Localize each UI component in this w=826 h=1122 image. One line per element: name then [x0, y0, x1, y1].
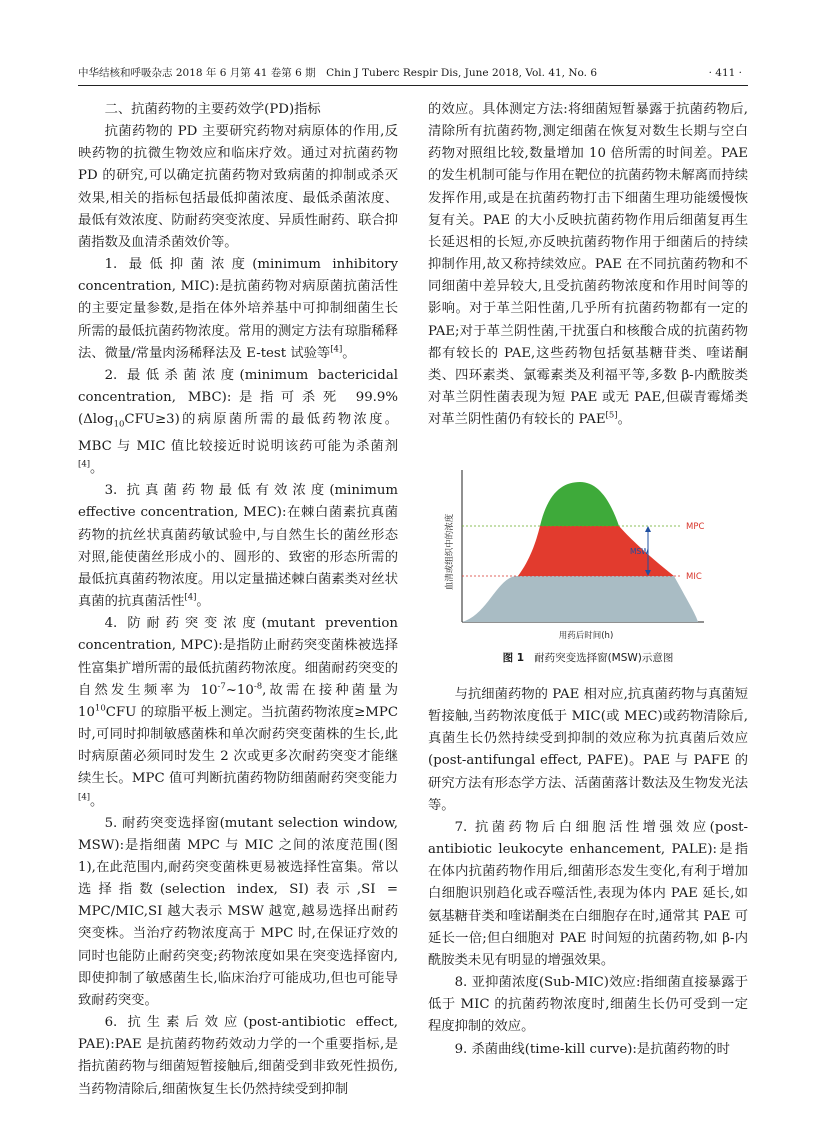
ref-mark: [4]	[184, 592, 197, 603]
region-below-mic	[462, 576, 698, 622]
figure-msw	[428, 460, 748, 670]
caption-text: 耐药突变选择窗(MSW)示意图	[534, 652, 674, 664]
region-above-mpc	[540, 482, 619, 526]
mec-paragraph: 3. 抗真菌药物最低有效浓度(minimum effective concentration, MEC):在棘白菌素抗真菌药物的抗丝状真菌药敏试验中,与自然生长的菌丝形态对照,能使菌丝形成小的、圆形的、致密的形态所需的最低抗真菌药物浓度。用以定量描述棘白菌素类对丝状真菌的抗真菌活性[4]。	[78, 483, 398, 610]
pae-paragraph: 6. 抗生素后效应(post-antibiotic effect, PAE):PAE 是抗菌药物药效动力学的一个重要指标,是指抗菌药物与细菌短暂接触后,细菌受到非致死性损伤,当药物清除后,细菌恢复生长仍然持续受到抑制	[78, 1015, 398, 1097]
pafe-paragraph: 与抗细菌药物的 PAE 相对应,抗真菌药物与真菌短暂接触,当药物浓度低于 MIC(或 MEC)或药物清除后,真菌生长仍然持续受到抑制的效应称为抗真菌后效应(post-antifungal effect, PAFE)。PAE 与 PAFE 的研究方法有形态学方法、活菌菌落计数法及生物发光法等。	[428, 687, 748, 813]
journal-citation: 中华结核和呼吸杂志 2018 年 6 月第 41 卷第 6 期 Chin J Tuberc Respir Dis, June 2018, Vol. 41, No. 6	[78, 67, 598, 79]
pae-continued: 的效应。具体测定方法:将细菌短暂暴露于抗菌药物后,清除所有抗菌药物,测定细菌在恢复对数生长期与空白药物对照组比较,数量增加 10 倍所需的时间差。PAE 的发生机制可能与作用在靶位的抗菌药物未解离而持续发挥作用,或是在抗菌药物打击下细菌生理功能缓慢恢复有关。PAE 的大小反映抗菌药物作用后细菌复再生长延迟相的长短,亦反映抗菌药物作用于细菌后的持续抑制作用,故又称持续效应。PAE 在不同抗菌药物和不同细菌中差异较大,且受抗菌药物浓度和作用时间等的影响。对于革兰阳性菌,几乎所有抗菌药物都有一定的 PAE;对于革兰阴性菌,干扰蛋白和核酸合成的抗菌药物都有较长的 PAE,这些药物包括氨基糖苷类、喹诺酮类、四环素类、氯霉素类及利福平等,多数 β-内酰胺类对革兰阴性菌表现为短 PAE 或无 PAE,但碳青霉烯类对革兰阴性菌仍有较长的 PAE[5]。	[428, 102, 748, 428]
msw-label: MSW	[630, 547, 649, 556]
figure-caption	[428, 650, 748, 665]
page-number: · 411 ·	[708, 67, 742, 79]
annotation-line-2: 单一靶位突变菌	[468, 543, 514, 551]
ref-mark: [4]	[78, 792, 91, 803]
msw-diagram	[428, 460, 748, 645]
mbc-paragraph: 2. 最低杀菌浓度(minimum bactericidal concentration, MBC):是指可杀死 99.9%(Δlog$_{10}$CFU≥3)的病原菌所需的最低药物浓度。MBC 与 MIC 值比较接近时说明该药可能为杀菌剂[4]。	[78, 367, 398, 477]
sub-mic-paragraph: 8. 亚抑菌浓度(Sub-MIC)效应:指细菌直接暴露于低于 MIC 的抗菌药物浓度时,细菌生长仍可受到一定程度抑制的效应。	[428, 975, 748, 1035]
arrow-head-up	[645, 526, 651, 532]
ref-mark: [4]	[330, 344, 343, 355]
section-title: 二、抗菌药物的主要药效学(PD)指标	[104, 102, 321, 117]
running-header	[78, 62, 748, 84]
ref-mark: [4]	[78, 459, 91, 470]
mpc-paragraph: 4. 防耐药突变浓度(mutant prevention concentration, MPC):是指防止耐药突变菌株被选择性富集扩增所需的最低抗菌药物浓度。细菌耐药突变的自然发生频率为 $10^{-7}\sim 10^{-8}$,故需在接种菌量为 $10^{10}CFU$ 的琼脂平板上测定。当抗菌药物浓度≥MPC 时,可同时抑制敏感菌株和单次耐药突变菌株的生长,此时病原菌必须同时发生 2 次或更多次耐药突变才能继续生长。MPC 值可判断抗菌药物防细菌耐药突变能力[4]。	[78, 616, 398, 809]
pale-paragraph: 7. 抗菌药物后白细胞活性增强效应(post-antibiotic leukocyte enhancement, PALE):是指在体内抗菌药物作用后,细菌形态发生变化,有利于增加白细胞识别趋化或吞噬活性,表现为体内 PAE 延长,如氨基糖苷类和喹诺酮类在白细胞存在时,通常其 PAE 可延长一倍;但白细胞对 PAE 时间短的抗菌药物,如 β-内酰胺类未见有明显的增强效果。	[428, 819, 748, 968]
mic-label: MIC	[686, 572, 702, 582]
right-column-bottom	[428, 684, 748, 1061]
x-axis-label: 用药后时间(h)	[558, 631, 614, 641]
left-column	[78, 99, 398, 1101]
header-rule	[78, 85, 748, 86]
region-msw	[518, 526, 674, 576]
y-axis-label: 血清或组织中的浓度	[445, 513, 455, 591]
caption-number: 图 1	[502, 652, 525, 664]
time-kill-paragraph: 9. 杀菌曲线(time-kill curve):是抗菌药物的时	[454, 1041, 730, 1057]
mic-paragraph: 1. 最低抑菌浓度(minimum inhibitory concentration, MIC):是抗菌药物对病原菌抗菌活性的主要定量参数,是指在体外培养基中可抑制细菌生长所需的最低抗菌药物浓度。常用的测定方法有琼脂稀释法、微量/常量肉汤稀释法及 E-test 试验等[4]。	[78, 257, 398, 361]
intro-paragraph: 抗菌药物的 PD 主要研究药物对病原体的作用,反映药物的抗微生物效应和临床疗效。通过对抗菌药物 PD 的研究,可以确定抗菌药物对致病菌的抑制或杀灭效果,相关的指标包括最低抑菌浓度、最低杀菌浓度、最低有效浓度、防耐药突变浓度、异质性耐药、联合抑菌指数及血清杀菌效价等。	[78, 124, 398, 250]
annotation-line-1: 敏感菌株被抑制	[468, 534, 514, 542]
mpc-label: MPC	[686, 522, 705, 532]
msw-paragraph: 5. 耐药突变选择窗(mutant selection window, MSW):是指细菌 MPC 与 MIC 之间的浓度范围(图 1),在此范围内,耐药突变菌株更易被选择性富集。常以选择指数(selection index, SI)表示,SI = MPC/MIC,SI 越大表示 MSW 越宽,越易选择出耐药突变株。当治疗药物浓度高于 MPC 时,在保证疗效的同时也能防止耐药突变;药物浓度如果在突变选择窗内,即使抑制了敏感菌生长,临床治疗可能成功,但也可能导致耐药突变。	[78, 815, 398, 1008]
ref-mark: [5]	[605, 410, 618, 421]
right-column-top	[428, 99, 748, 431]
annotation-line-3: 株不被抑制	[468, 552, 501, 560]
